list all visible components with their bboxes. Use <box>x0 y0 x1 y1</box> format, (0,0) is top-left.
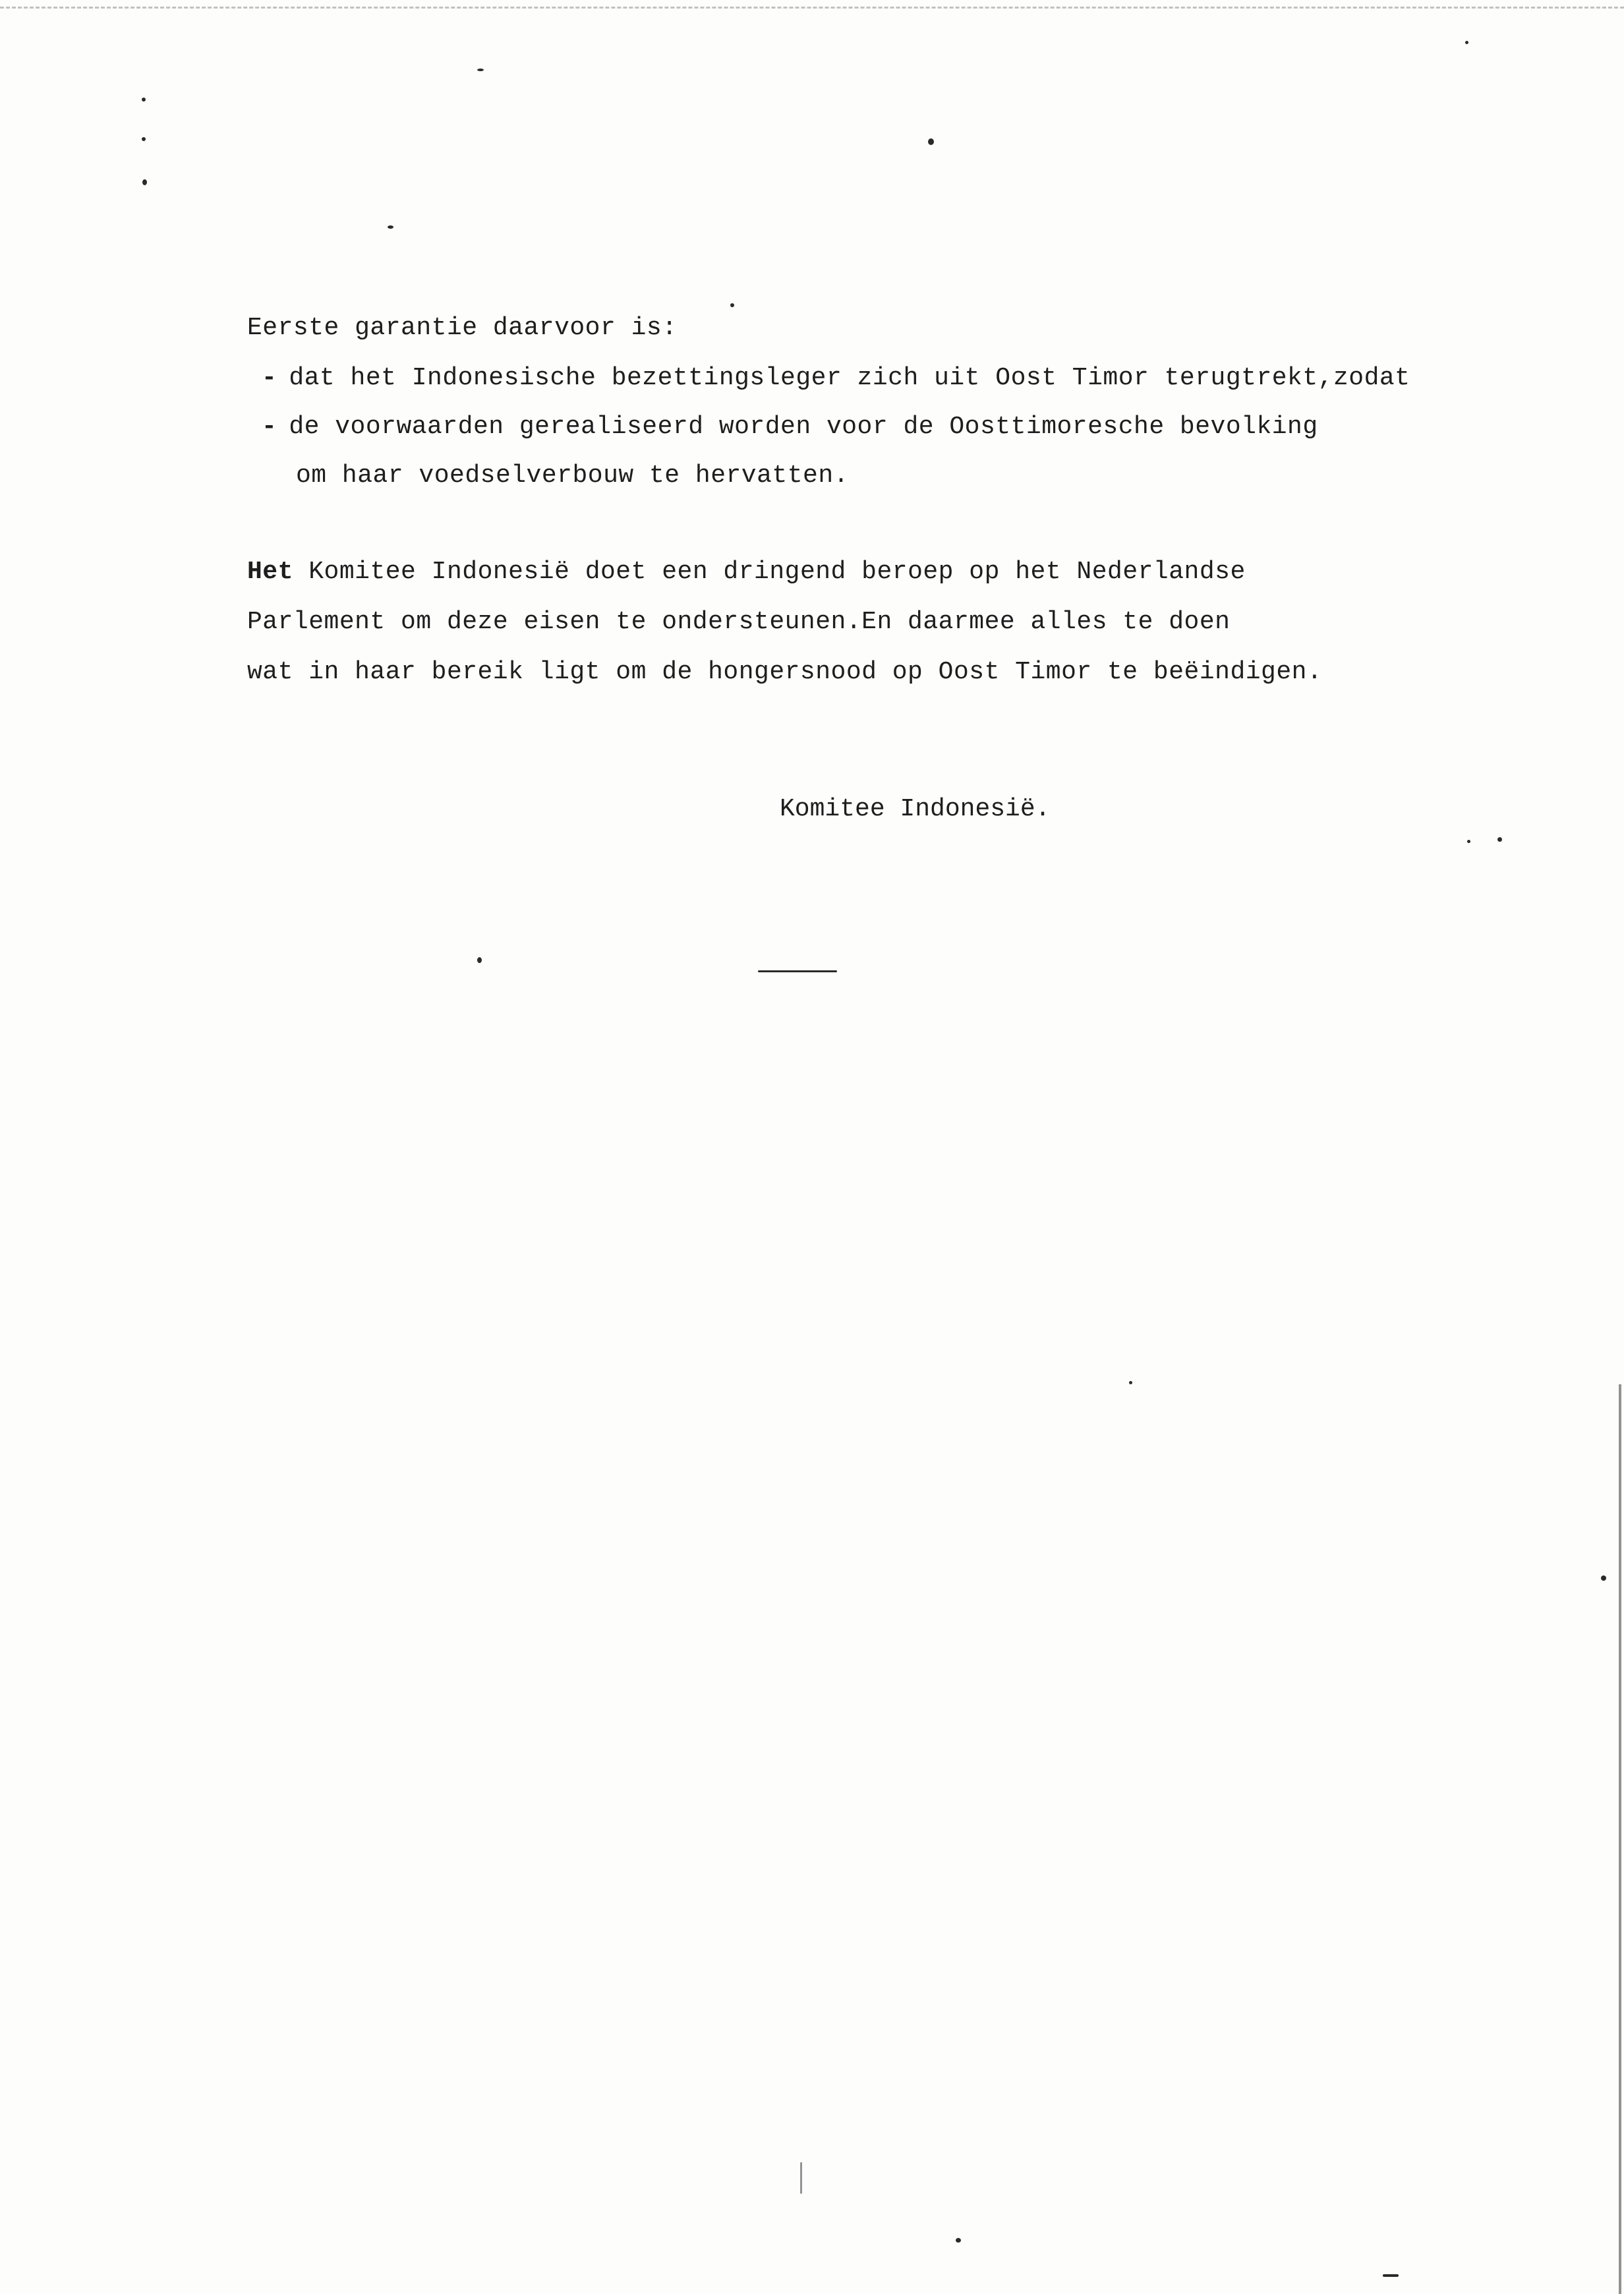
scan-speck <box>928 138 934 145</box>
scan-speck <box>1383 2274 1399 2277</box>
bullet-text: dat het Indonesische bezettingsleger zich uit Oost Timor terugtrekt,zodat <box>289 364 1410 392</box>
scan-speck <box>1129 1381 1132 1384</box>
scan-speck <box>1497 837 1502 842</box>
scan-top-edge <box>0 7 1624 9</box>
paragraph-line-3: wat in haar bereik ligt om de hongersnood op Oost Timor te beëindigen. <box>247 658 1323 686</box>
scan-speck <box>1601 1575 1606 1581</box>
paragraph-text: Komitee Indonesië doet een dringend beroep op het Nederlandse <box>293 558 1246 586</box>
bullet-dash: - <box>262 364 277 392</box>
bullet-continuation: om haar voedselverbouw te hervatten. <box>296 461 849 490</box>
bullet-item-2 <box>247 402 1410 451</box>
scan-speck <box>142 137 146 141</box>
scan-speck <box>142 179 147 185</box>
bullet-dash: - <box>262 413 277 441</box>
bullet-text: de voorwaarden gerealiseerd worden voor de Oosttimoresche bevolking <box>289 413 1318 441</box>
scan-speck <box>1465 41 1468 44</box>
scan-speck <box>800 2162 802 2194</box>
scan-speck <box>477 957 482 963</box>
paragraph-gap <box>247 501 1410 547</box>
intro-line: Eerste garantie daarvoor is: <box>247 314 678 342</box>
paragraph-line-1 <box>247 547 1410 597</box>
signature: Komitee Indonesië. <box>780 795 1051 823</box>
paragraph-bold-lead: Het <box>247 558 293 586</box>
letter-body <box>247 303 1410 697</box>
bullet-item-1 <box>247 353 1410 402</box>
paragraph-line-2: Parlement om deze eisen te ondersteunen.En daarmee alles te doen <box>247 608 1231 636</box>
scan-speck <box>477 69 484 71</box>
scan-speck <box>142 98 146 102</box>
scan-speck <box>1467 840 1470 843</box>
scan-speck <box>956 2238 961 2243</box>
scan-right-edge <box>1619 1384 1621 2294</box>
scan-speck <box>388 225 393 229</box>
scan-speck <box>758 970 837 972</box>
